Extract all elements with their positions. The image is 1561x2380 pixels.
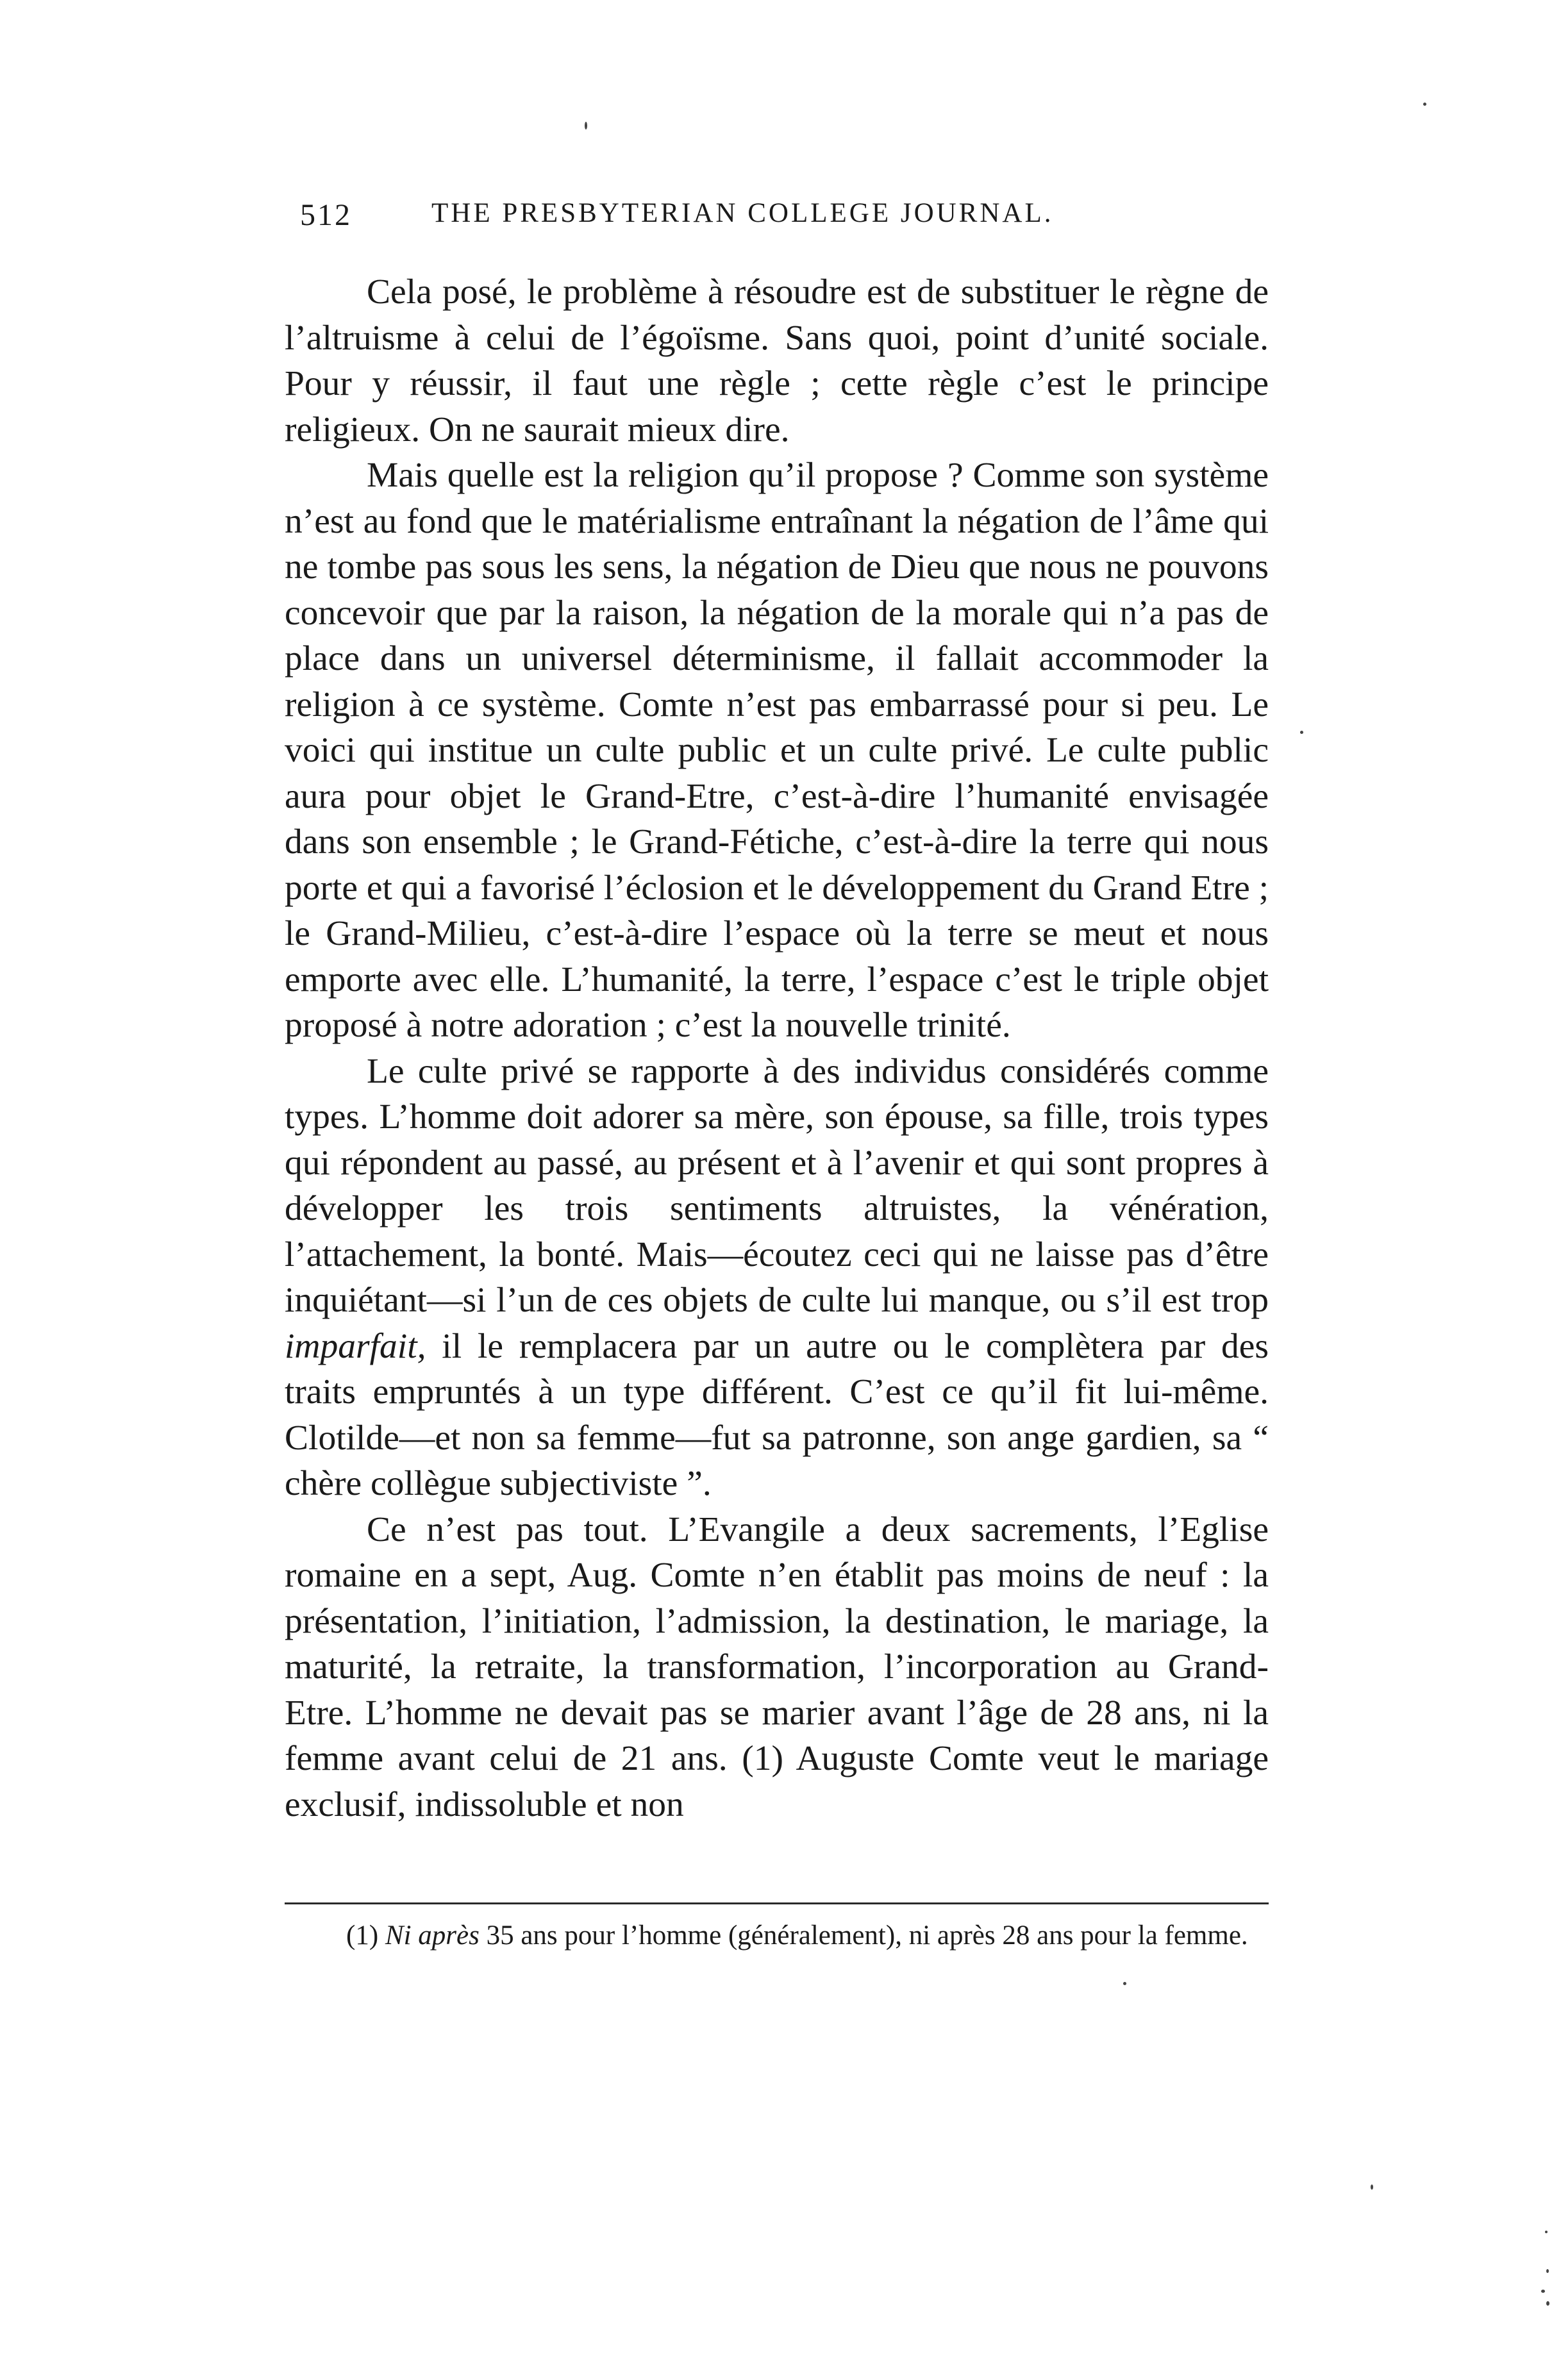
paragraph-3-part-2: il le remplacera par un autre ou le complètera par des traits empruntés à un type différent. C’est ce qu’il fit lui-même. Clotilde—et non sa femme—fut sa patronne, son ange gardien, sa “ chère collègue subjectiviste ”. <box>285 1326 1269 1503</box>
scan-speck <box>1545 2231 1548 2233</box>
page-number: 512 <box>300 198 352 232</box>
paragraph-4: Ce n’est pas tout. L’Evangile a deux sacrements, l’Eglise romaine en a sept, Aug. Comte n’en établit pas moins de neuf : la présentation, l’initiation, l’admission, la destination, le mariage, la maturité, la retraite, la transformation, l’incorporation au Grand-Etre. L’homme ne devait pas se marier avant l’âge de 28 ans, ni la femme avant celui de 21 ans. (1) Auguste Comte veut le mariage exclusif, indissoluble et non <box>285 1510 1269 1824</box>
scan-speck <box>1546 2301 1549 2306</box>
scan-speck <box>1423 103 1426 106</box>
scan-speck <box>1541 2290 1545 2293</box>
journal-title: THE PRESBYTERIAN COLLEGE JOURNAL. <box>431 198 1054 228</box>
paragraph-2: Mais quelle est la religion qu’il propose ? Comme son système n’est au fond que le matérialisme entraînant la négation de l’âme qui ne tombe pas sous les sens, la négation de Dieu que nous ne pouvons concevoir que par la raison, la négation de la morale qui n’a pas de place dans un universel déterminisme, il fallait accommoder la religion à ce système. Comte n’est pas embarrassé pour si peu. Le voici qui institue un culte public et un culte privé. Le culte public aura pour objet le Grand-Etre, c’est-à-dire l’humanité envisagée dans son ensemble ; le Grand-Fétiche, c’est-à-dire la terre qui nous porte et qui a favorisé l’éclosion et le développement du Grand Etre ; le Grand-Milieu, c’est-à-dire l’espace où la terre se meut et nous emporte avec elle. L’humanité, la terre, l’espace c’est le triple objet proposé à notre adoration ; c’est la nouvelle trinité. <box>285 456 1269 1045</box>
paragraph-3-part-1: Le culte privé se rapporte à des individus considérés comme types. L’homme doit adorer sa mère, son épouse, sa fille, trois types qui répondent au passé, au présent et à l’avenir et qui sont propres à développer les trois sentiments altruistes, la vénération, l’attachement, la bonté. Mais—écoutez ceci qui ne laisse pas d’être inquiétant—si l’un de ces objets de culte lui manque, ou s’il est trop <box>285 1051 1269 1320</box>
scan-speck <box>1371 2184 1373 2190</box>
footnote-body: 35 ans pour l’homme (généralement), ni après 28 ans pour la femme. <box>479 1920 1248 1951</box>
footnote <box>285 1918 1269 1954</box>
footnote-marker: (1) <box>346 1920 379 1951</box>
footnote-italic: Ni après <box>385 1920 480 1951</box>
running-header <box>300 197 1262 242</box>
italic-word: imparfait, <box>285 1326 426 1366</box>
footnote-text <box>285 1918 1269 1954</box>
paragraph-3 <box>285 1049 1269 1507</box>
body-text <box>285 269 1269 1827</box>
scan-speck <box>1300 731 1303 734</box>
paragraph-1: Cela posé, le problème à résoudre est de substituer le règne de l’altruisme à celui de l’égoïsme. Sans quoi, point d’unité sociale. Pour y réussir, il faut une règle ; cette règle c’est le principe religieux. On ne saurait mieux dire. <box>285 272 1269 449</box>
scan-speck <box>1546 2269 1549 2273</box>
scan-speck <box>1123 1982 1126 1985</box>
scan-speck <box>585 122 587 129</box>
footnote-divider <box>285 1902 1269 1904</box>
